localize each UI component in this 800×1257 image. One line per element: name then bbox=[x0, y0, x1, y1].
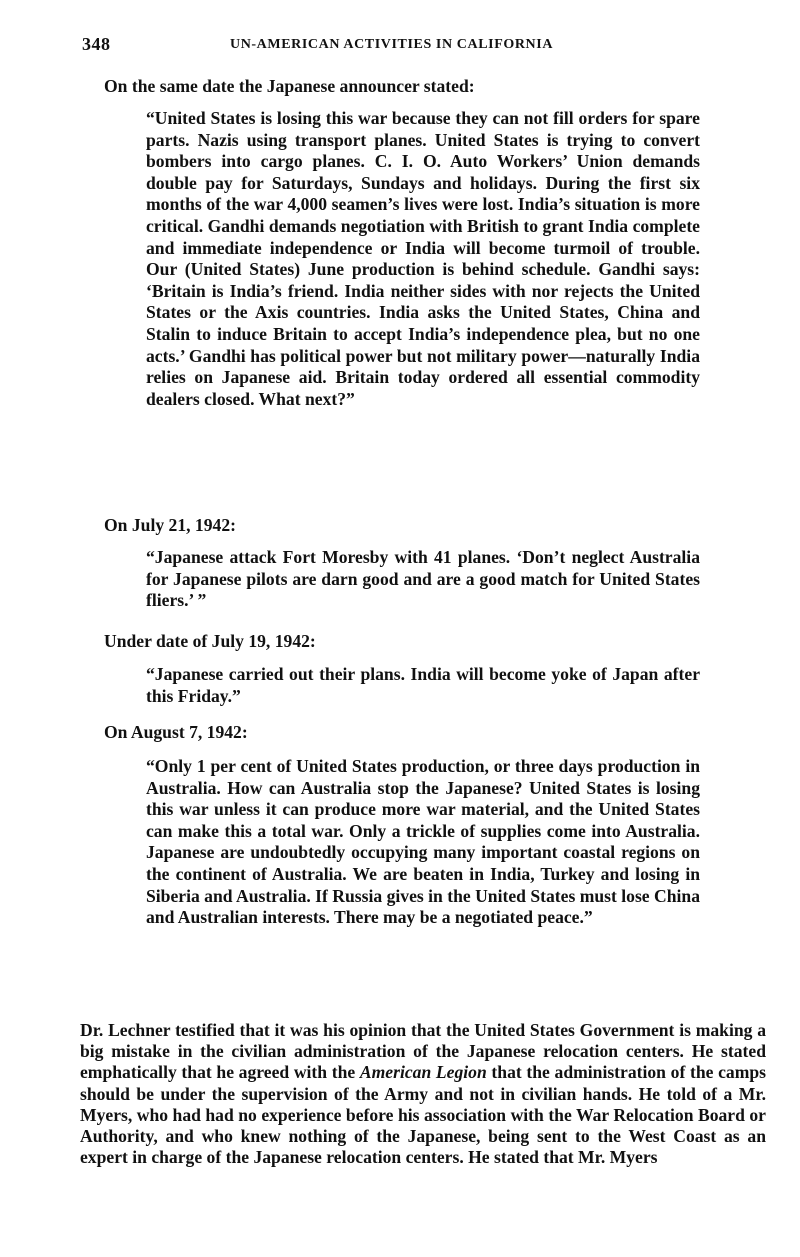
section-quote-3: “Japanese carried out their plans. India will become yoke of Japan after this Friday.” bbox=[146, 664, 700, 706]
closing-paragraph bbox=[80, 1020, 766, 1168]
section-intro-2: On July 21, 1942: bbox=[104, 515, 236, 535]
closing-text-start: Dr. Lechner testified that it was his opinion that the United States Government is making a big mistake in the civilian administration of the Japanese relocation centers. He stated emphatically that he agreed with the bbox=[80, 1020, 766, 1083]
closing-text-end: that the administration of the camps should be under the supervision of the Army and not in civilian hands. He told of a Mr. Myers, who had had no experience before his association with the War Relocation Board or Authority, and who knew nothing of the Japanese, being sent to the West Coast as an expert in charge of the Japanese relocation centers. He stated that Mr. Myers bbox=[80, 1062, 766, 1168]
section-intro-4: On August 7, 1942: bbox=[104, 722, 248, 742]
section-intro-1: On the same date the Japanese announcer stated: bbox=[104, 76, 475, 96]
page-header bbox=[82, 34, 772, 58]
page-number: 348 bbox=[82, 34, 111, 54]
section-intro-3: Under date of July 19, 1942: bbox=[104, 631, 316, 651]
section-quote-1: “United States is losing this war because they can not fill orders for spare parts. Nazis using transport planes. United States is trying to convert bombers into cargo planes. C. I. O. Auto Workers’ Union demands double pay for Saturdays, Sundays and holidays. During the first six months of the war 4,000 seamen’s lives were lost. India’s situation is more critical. Gandhi demands negotiation with British to grant India complete and immediate independence or India will become turmoil of trouble. Our (United States) June production is behind schedule. Gandhi says: ‘Britain is India’s friend. India neither sides with nor rejects the United States or the Axis countries. India asks the United States, China and Stalin to induce Britain to accept India’s independence plea, but no one acts.’ Gandhi has political power but not military power—naturally India relies on Japanese aid. Britain today ordered all essential commodity dealers closed. What next?” bbox=[146, 108, 700, 409]
organization-name: American Legion bbox=[359, 1062, 487, 1083]
section-quote-2: “Japanese attack Fort Moresby with 41 planes. ‘Don’t neglect Australia for Japanese pilots are darn good and are a good match for United States fliers.’ ” bbox=[146, 547, 700, 611]
running-title: UN-AMERICAN ACTIVITIES IN CALIFORNIA bbox=[230, 37, 554, 52]
section-quote-4: “Only 1 per cent of United States production, or three days production in Australia. How can Australia stop the Japanese? United States is losing this war unless it can produce more war material, and the United States can make this a total war. Only a trickle of supplies come into Australia. Japanese are undoubtedly occupying many important coastal regions on the continent of Australia. We are beaten in India, Turkey and losing in Siberia and Australia. If Russia gives in the United States must lose China and Australian interests. There may be a negotiated peace.” bbox=[146, 756, 700, 928]
